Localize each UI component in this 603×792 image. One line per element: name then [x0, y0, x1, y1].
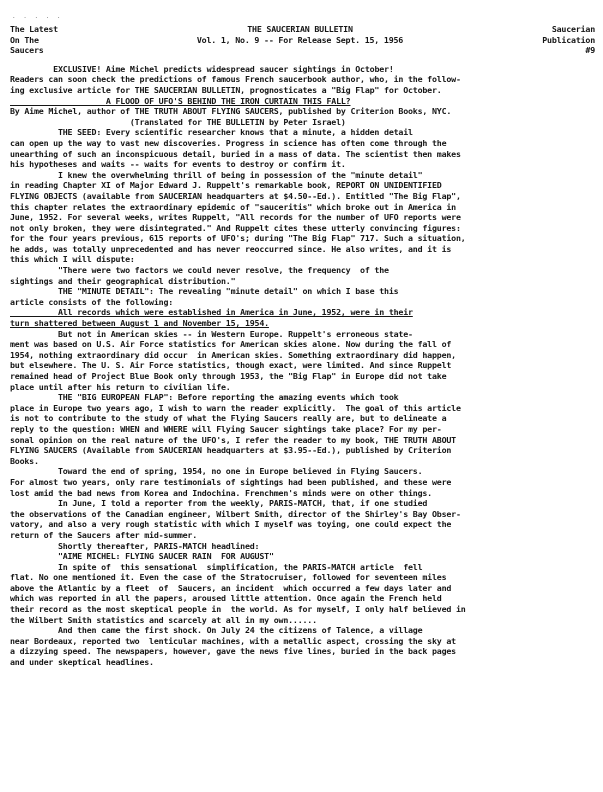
header-center	[95, 24, 505, 45]
paragraph-june: In June, I told a reporter from the weekly, PARIS-MATCH, that, if one studied the observations of the Canadian engineer, Wilbert Smith, director of the Shirley's Bay Obser- vatory, and also a very rough statistic with which I myself was toying, one could expect the return of the Saucers after mid-summer.	[10, 498, 461, 540]
paragraph-western-europe: But not in American skies -- in Western Europe. Ruppelt's erroneous state- ment was based on U.S. Air Force statistics for American skies alone. Now during the fall of 1954, nothing extraordinary did occur in American skies. Something extraordinary did happen, but elsewhere. The U. S. Air Force statistics, though exact, were limited. And since Ruppelt remained head of Project Blue Book only through 1953, the "Big Flap" in Europe did not take place until after his return to civilian life.	[10, 328, 456, 392]
byline: By Aime Michel, author of THE TRUTH ABOUT FLYING SAUCERS, published by Criterion Books, NYC. (Translated for THE BULLETIN by Peter Israel)	[10, 106, 452, 127]
paragraph-spring-1954: Toward the end of spring, 1954, no one in Europe believed in Flying Saucers. For almost two years, only rare testimonials of sightings had been published, and these were lost amid the bad news from Korea and Indochina. Frenchmen's minds were on other things.	[10, 466, 452, 498]
issue-line: Vol. 1, No. 9 -- For Release Sept. 15, 1956	[196, 34, 404, 45]
header-left-line: The Latest	[10, 24, 58, 34]
header-right-line: Saucerian	[551, 24, 595, 34]
header-right-line: Publication	[542, 34, 595, 45]
paragraph-first-shock: And then came the first shock. On July 24 the citizens of Talence, a village near Bordeaux, reported two lenticular machines, with a metallic aspect, crossing the sky at a dizzying speed. The newspapers, however, gave the news five lines, buried in the back pages and under skeptical headlines.	[10, 625, 456, 668]
paragraph-records: All records which were established in America in June, 1952, were in their turn shattered between August 1 and November 15, 1954.	[10, 307, 413, 329]
header-right-line: #9	[585, 45, 595, 56]
exclusive-intro: EXCLUSIVE! Aime Michel predicts widespread saucer sightings in October! Readers can soon check the predictions of famous French saucerbook author, who, in the follow- ing exclusive article for THE SAUCERIAN BULLETIN, prognosticates a "Big Flap" for October.	[10, 63, 461, 95]
paragraph-minute-detail: THE "MINUTE DETAIL": The revealing "minute detail" on which I base this article consists of the following:	[10, 286, 399, 307]
header-left-line: On The	[10, 34, 39, 45]
paragraph-headline-quote: Shortly thereafter, PARIS-MATCH headlined: "AIME MICHEL: FLYING SAUCER RAIN FOR AUGUST"	[57, 540, 274, 562]
header-left	[10, 24, 95, 56]
header-left-line: Saucers	[10, 45, 44, 56]
bulletin-header	[10, 24, 595, 56]
paragraph-ruppelt: I knew the overwhelming thrill of being in possession of the "minute detail" in reading Chapter XI of Major Edward J. Ruppelt's remarkable book, REPORT ON UNIDENTIFIED FLYING OBJECTS (available from SAUCERIAN headquarters at $4.50--Ed.). Entitled "The Big Flap", this chapter relates the extraordinary epidemic of "sauceritis" which broke out in America in June, 1952. For several weeks, writes Ruppelt, "All records for the number of UFO reports were not only broken, they were disintegrated." And Ruppelt cites these utterly convincing figures: for the four years previous, 615 reports of UFO's; during "The Big Flap" 717. Such a situation, he adds, was totally unprecedented and has never reoccurred since. He also writes, and it is this which I will dispute:	[10, 169, 466, 265]
article-body	[10, 64, 595, 668]
page-mark: . . . . .	[12, 13, 63, 20]
paragraph-seed: THE SEED: Every scientific researcher knows that a minute, a hidden detail can open up the way to vast new discoveries. Progress in science has often come through the unearthing of such an inconspicuous detail, buried in a mass of data. The scientist then makes his hypotheses and waits -- waits for events to destroy or confirm it.	[10, 127, 461, 170]
quote-factors: "There were two factors we could never resolve, the frequency of the sightings and their geographical distribution."	[10, 265, 389, 286]
bulletin-title: THE SAUCERIAN BULLETIN	[247, 24, 353, 34]
paragraph-stratocruiser: In spite of this sensational simplification, the PARIS-MATCH article fell flat. No one mentioned it. Even the case of the Stratocruiser, followed for seventeen miles above the Atlantic by a fleet of Saucers, an incident which occurred a few days later and which was reported in all the papers, aroused little attention. Once again the French held their record as the most skeptical people in the world. As for myself, I only half believed in the Wilbert Smith statistics and scarcely at all in my own......	[10, 561, 466, 625]
article-headline: A FLOOD OF UFO'S BEHIND THE IRON CURTAIN THIS FALL?	[10, 95, 351, 106]
header-right	[505, 24, 595, 56]
paragraph-big-european-flap: THE "BIG EUROPEAN FLAP": Before reporting the amazing events which took place in Europe two years ago, I wish to warn the reader explicitly. The goal of this article is not to contribute to the study of what the Flying Saucers really are, but to delineate a reply to the question: WHEN and WHERE will Flying Saucer sightings take place? For my per- sonal opinion on the real nature of the UFO's, I refer the reader to my book, THE TRUTH ABOUT FLYING SAUCERS (Available from SAUCERIAN headquarters at $3.95--Ed.), published by Criterion Books.	[10, 392, 461, 466]
